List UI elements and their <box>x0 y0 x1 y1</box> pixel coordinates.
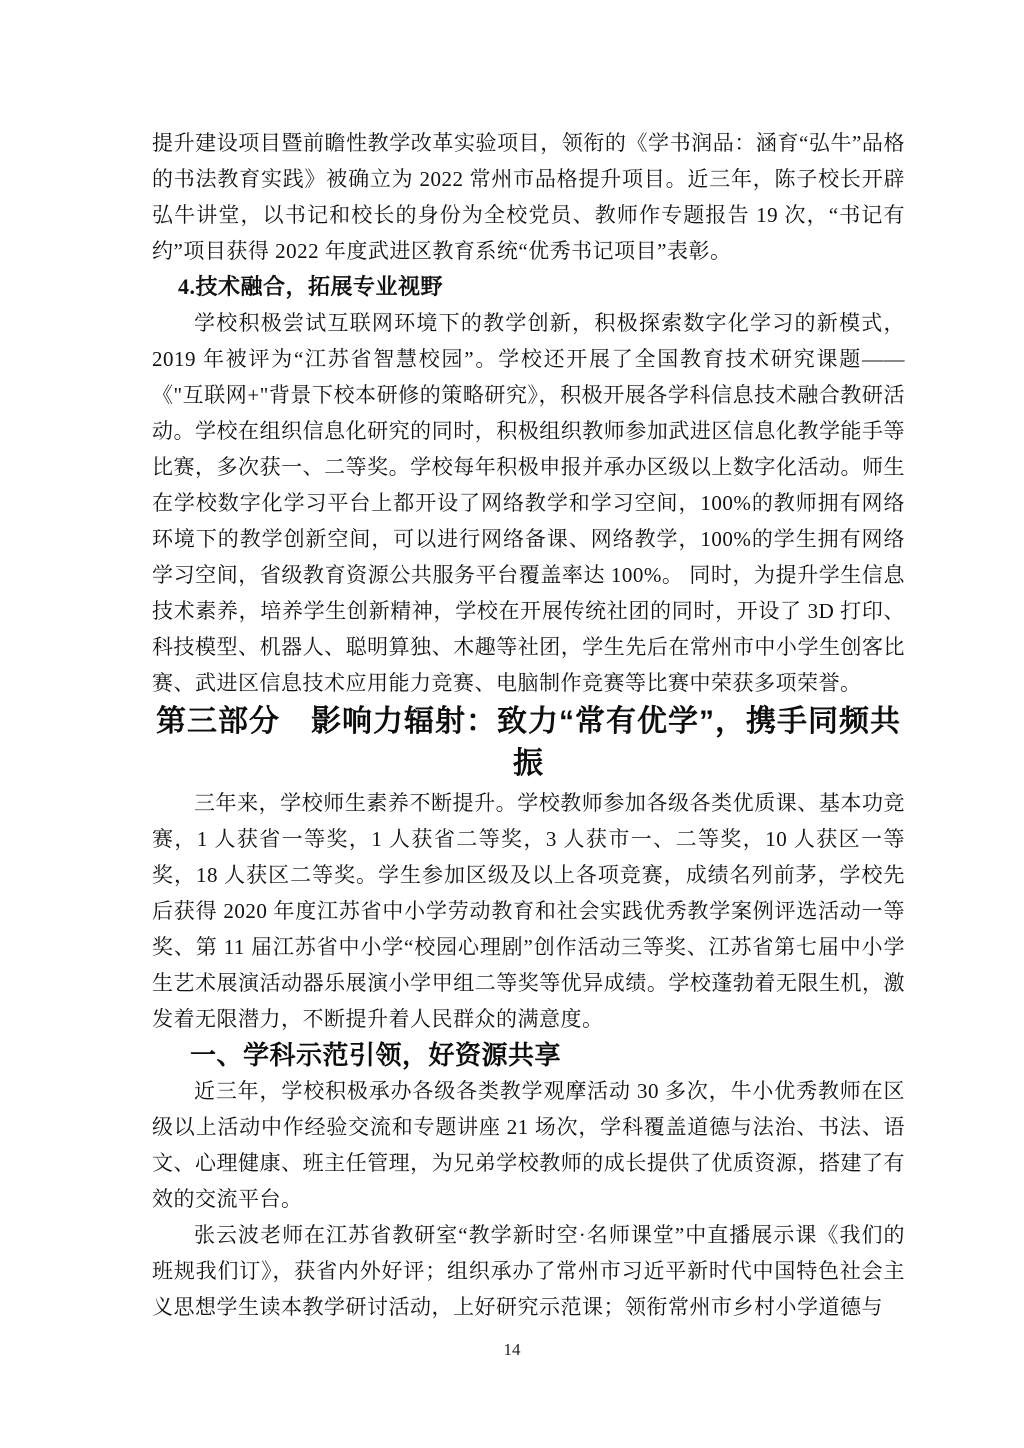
section-heading-part-three: 第三部分 影响力辐射：致力“常有优学”，携手同频共振 <box>156 705 901 780</box>
document-body <box>152 125 905 1325</box>
heading-tech-integration: 4.技术融合，拓展专业视野 <box>178 274 444 299</box>
paragraph-achievements: 三年来，学校师生素养不断提升。学校教师参加各级各类优质课、基本功竞赛，1 人获省一等奖，1 人获省二等奖，3 人获市一、二等奖，10 人获区一等奖，18 人获区二等奖。学生参加区级及以上各项竞赛，成绩名列前茅，学校先后获得 2020 年度江苏省中小学劳动教育和社会实践优秀教学案例评选活动一等奖、第 11 届江苏省中小学“校园心理剧”创作活动三等奖、江苏省第七届中小学生艺术展演活动器乐展演小学甲组二等奖等优异成绩。学校蓬勃着无限生机，激发着无限潜力，不断提升着人民群众的满意度。 <box>152 791 905 1031</box>
paragraph-continuation: 提升建设项目暨前瞻性教学改革实验项目，领衔的《学书润品：涵育“弘牛”品格的书法教育实践》被确立为 2022 常州市品格提升项目。近三年，陈子校长开辟弘牛讲堂，以书记和校长的身份为全校党员、教师作专题报告 19 次，“书记有约”项目获得 2022 年度武进区教育系统“优秀书记项目”表彰。 <box>152 131 905 263</box>
paragraph-demonstration-activities: 近三年，学校积极承办各级各类教学观摩活动 30 多次，牛小优秀教师在区级以上活动中作经验交流和专题讲座 21 场次，学科覆盖道德与法治、书法、语文、心理健康、班主任管理，为兄弟学校教师的成长提供了优质资源，搭建了有效的交流平台。 <box>152 1079 905 1211</box>
paragraph-technology: 学校积极尝试互联网环境下的教学创新，积极探索数字化学习的新模式，2019 年被评为“江苏省智慧校园”。学校还开展了全国教育技术研究课题——《"互联网+"背景下校本研修的策略研究》，积极开展各学科信息技术融合教研活动。学校在组织信息化研究的同时，积极组织教师参加武进区信息化教学能手等比赛，多次获一、二等奖。学校每年积极申报并承办区级以上数字化活动。师生在学校数字化学习平台上都开设了网络教学和学习空间，100%的教师拥有网络环境下的教学创新空间，可以进行网络备课、网络教学，100%的学生拥有网络学习空间，省级教育资源公共服务平台覆盖率达 100%。 同时，为提升学生信息技术素养，培养学生创新精神，学校在开展传统社团的同时，开设了 3D 打印、科技模型、机器人、聪明算独、木趣等社团，学生先后在常州市中小学生创客比赛、武进区信息技术应用能力竞赛、电脑制作竞赛等比赛中荣获多项荣誉。 <box>152 311 905 695</box>
paragraph-teacher-zhang: 张云波老师在江苏省教研室“教学新时空·名师课堂”中直播展示课《我们的班规我们订》，获省内外好评；组织承办了常州市习近平新时代中国特色社会主义思想学生读本教学研讨活动，上好研究示范课；领衔常州市乡村小学道德与 <box>152 1223 905 1319</box>
subheading-subject-demonstration: 一、学科示范引领，好资源共享 <box>190 1040 562 1070</box>
page-number: 14 <box>503 1340 521 1359</box>
